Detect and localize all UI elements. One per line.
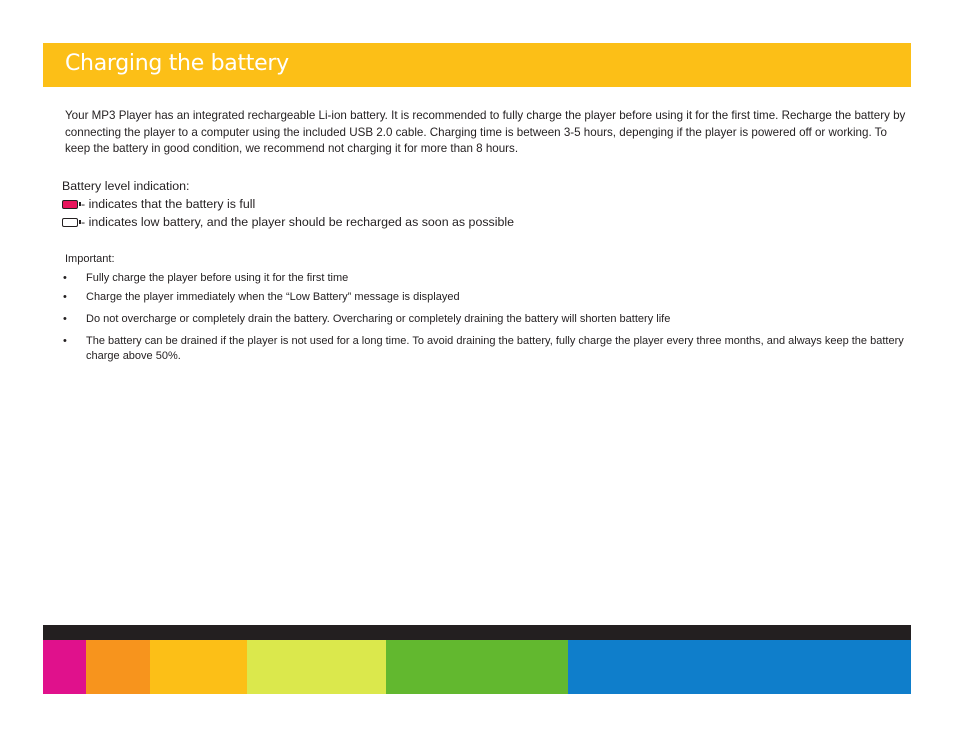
footer-color-block bbox=[247, 640, 386, 694]
list-item: • Fully charge the player before using it for the first time bbox=[65, 271, 915, 286]
battery-level-heading: Battery level indication: bbox=[62, 179, 190, 193]
battery-full-text: - indicates that the battery is full bbox=[81, 197, 256, 211]
footer-color-block bbox=[150, 640, 247, 694]
battery-low-row bbox=[62, 213, 514, 231]
footer-color-block bbox=[386, 640, 568, 694]
battery-full-row bbox=[62, 195, 514, 213]
battery-full-icon bbox=[62, 200, 78, 209]
list-item: • Do not overcharge or completely drain the battery. Overcharing or completely draining the battery will shorten battery life bbox=[65, 312, 915, 327]
important-list bbox=[65, 271, 915, 364]
intro-paragraph: Your MP3 Player has an integrated rechargeable Li-ion battery. It is recommended to fully charge the player before using it for the first time. Recharge the battery by connecting the player to a computer using the included USB 2.0 cable. Charging time is between 3-5 hours, depenging if the player is powered off or working. To keep the battery in good condition, we recommend not charging it for more than 8 hours. bbox=[65, 109, 906, 155]
important-section bbox=[65, 253, 915, 364]
battery-level-section bbox=[62, 177, 514, 231]
footer-color-bar bbox=[43, 640, 911, 694]
footer-color-block bbox=[86, 640, 150, 694]
battery-low-icon bbox=[62, 218, 78, 227]
footer-dark-strip bbox=[43, 625, 911, 640]
header-bar bbox=[43, 43, 911, 87]
important-title: Important: bbox=[65, 253, 115, 265]
battery-low-text: - indicates low battery, and the player should be recharged as soon as possible bbox=[81, 215, 515, 229]
footer-color-block bbox=[568, 640, 911, 694]
list-item: • The battery can be drained if the player is not used for a long time. To avoid draining the battery, fully charge the player every three months, and always keep the battery charge above 50%. bbox=[65, 334, 915, 364]
footer-color-block bbox=[43, 640, 86, 694]
page-title: Charging the battery bbox=[65, 51, 289, 76]
list-item: • Charge the player immediately when the “Low Battery” message is displayed bbox=[65, 290, 915, 305]
